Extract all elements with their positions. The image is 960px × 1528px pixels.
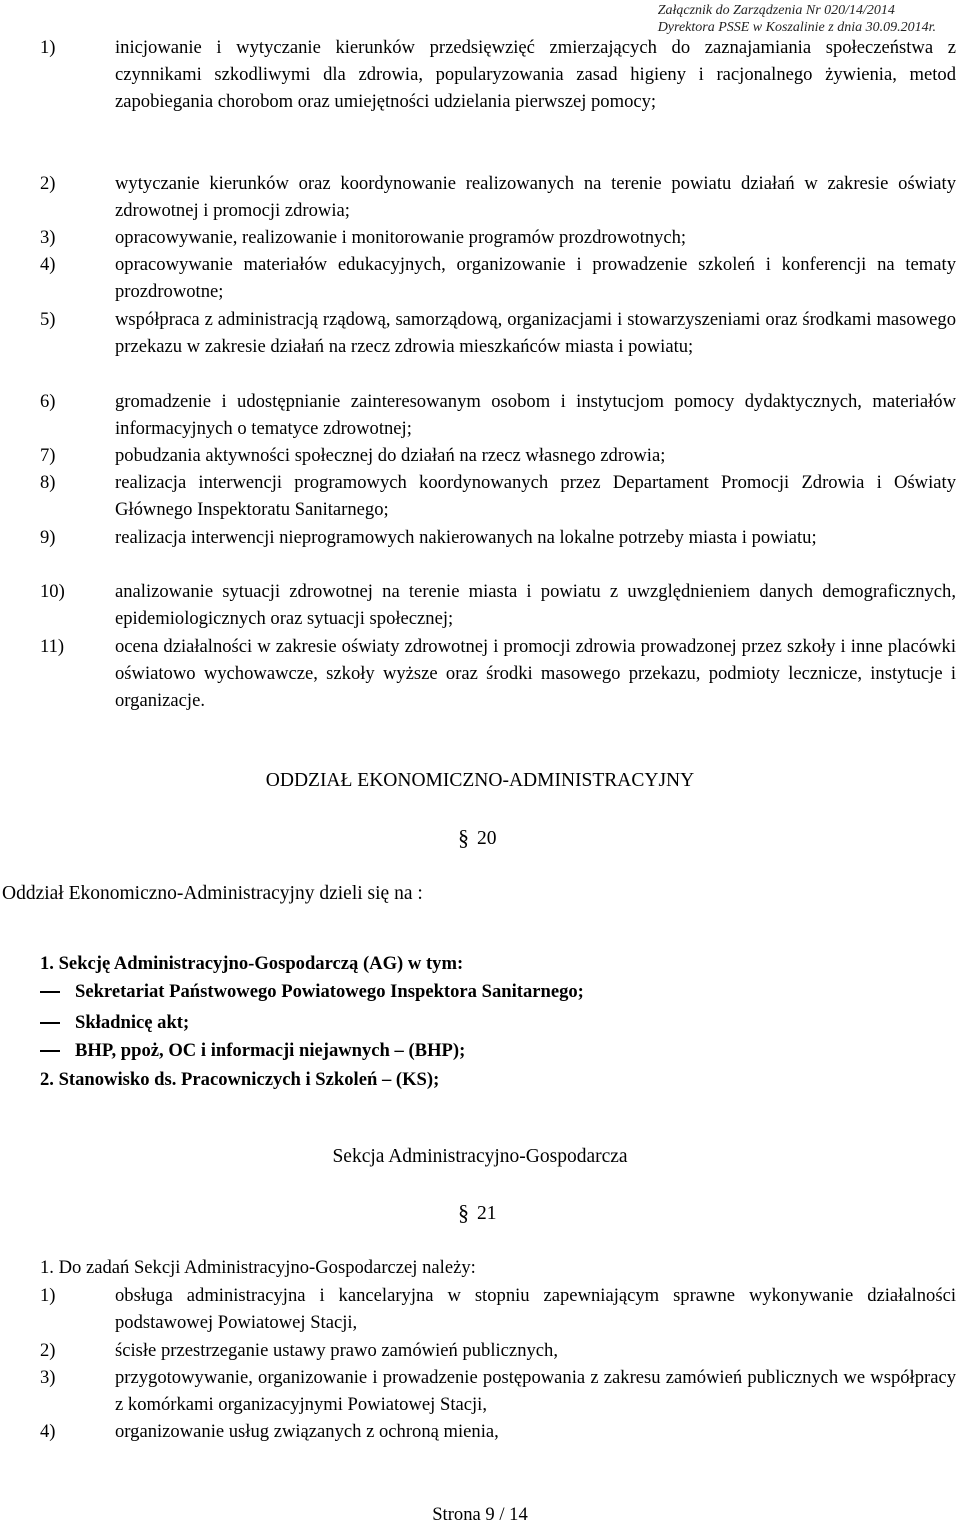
dash-bullet xyxy=(40,1050,60,1052)
list-number: 4) xyxy=(40,1421,56,1442)
list-text: realizacja interwencji nieprogramowych nakierowanych na lokalne potrzeby miasta i powiatu; xyxy=(115,527,817,548)
attachment-header-line1: Załącznik do Zarządzenia Nr 020/14/2014 xyxy=(657,3,895,18)
section-heading: ODDZIAŁ EKONOMICZNO-ADMINISTRACYJNY xyxy=(265,770,695,791)
list-item xyxy=(40,251,956,305)
list-number: 4) xyxy=(40,254,56,275)
paragraph-number xyxy=(458,1200,497,1226)
list-item xyxy=(40,1364,956,1418)
list-text: analizowanie sytuacji zdrowotnej na terenie miasta i powiatu z uwzględnieniem danych demograficznych, epidemiologicznych oraz sytuacji społecznej; xyxy=(115,581,956,630)
division-item: 1. Sekcję Administracyjno-Gospodarczą (AG) w tym: xyxy=(40,953,464,974)
list-text: realizacja interwencji programowych koordynowanych przez Departament Promocji Zdrowia i Oświaty Głównego Inspektoratu Sanitarnego; xyxy=(115,472,956,521)
list-item xyxy=(40,442,956,469)
list-number: 2) xyxy=(40,1340,56,1361)
list-item xyxy=(40,306,956,360)
list-item xyxy=(40,524,956,551)
list-item xyxy=(40,34,956,116)
list-item xyxy=(40,1418,956,1445)
section-sign: § xyxy=(458,1200,469,1225)
division-item: 2. Stanowisko ds. Pracowniczych i Szkoleń – (KS); xyxy=(40,1069,440,1090)
list-text: organizowanie usług związanych z ochroną mienia, xyxy=(115,1421,499,1442)
list-text: opracowywanie materiałów edukacyjnych, organizowanie i prowadzenie szkoleń i konferencji na tematy prozdrowotne; xyxy=(115,254,956,303)
list-number: 2) xyxy=(40,173,56,194)
list-text: obsługa administracyjna i kancelaryjna w stopniu zapewniającym sprawne wykonywanie działalności podstawowej Powiatowej Stacji, xyxy=(115,1285,956,1334)
section-intro: Oddział Ekonomiczno-Administracyjny dzieli się na : xyxy=(2,883,423,904)
list-number: 5) xyxy=(40,309,56,330)
list-text: inicjowanie i wytyczanie kierunków przedsięwzięć zmierzających do zaznajamiania społeczeństwa z czynnikami szkodliwymi dla zdrowia, popularyzowania zasad higieny i racjonalnego żywienia, metod zapobiegania chorobom oraz umiejętności udzielania pierwszej pomocy; xyxy=(115,37,956,113)
list-text: współpraca z administracją rządową, samorządową, organizacjami i stowarzyszeniami oraz środkami masowego przekazu w zakresie działań na rzecz zdrowia mieszkańców miasta i powiatu; xyxy=(115,309,956,358)
list-text: gromadzenie i udostępnianie zainteresowanym osobom i instytucjom pomocy dydaktycznych, materiałów informacyjnych o tematyce zdrowotnej; xyxy=(115,391,956,440)
list-item xyxy=(40,633,956,715)
section-intro: 1. Do zadań Sekcji Administracyjno-Gospodarczej należy: xyxy=(40,1257,476,1278)
list-item xyxy=(40,469,956,523)
list-text: pobudzania aktywności społecznej do działań na rzecz własnego zdrowia; xyxy=(115,445,666,466)
list-number: 6) xyxy=(40,391,56,412)
sub-item xyxy=(75,1037,465,1064)
sub-item xyxy=(75,978,584,1005)
list-item xyxy=(40,1282,956,1336)
list-text: przygotowywanie, organizowanie i prowadzenie postępowania z zakresu zamówień publicznych we współpracy z komórkami organizacyjnymi Powiatowej Stacji, xyxy=(115,1367,956,1416)
sub-item-text: BHP, ppoż, OC i informacji niejawnych – (BHP); xyxy=(75,1040,466,1061)
list-item xyxy=(40,578,956,632)
attachment-header-line2: Dyrektora PSSE w Koszalinie z dnia 30.09.2014r. xyxy=(657,20,936,35)
list-item xyxy=(40,1337,956,1364)
list-number: 1) xyxy=(40,1285,56,1306)
list-text: wytyczanie kierunków oraz koordynowanie realizowanych na terenie powiatu działań w zakresie oświaty zdrowotnej i promocji zdrowia; xyxy=(115,173,956,222)
list-text: ocena działalności w zakresie oświaty zdrowotnej i promocji zdrowia prowadzonej przez szkoły i inne placówki oświatowo wychowawcze, szkoły wyższe oraz środki masowego przekazu, podmioty lecznicze, instytucje i organizacje. xyxy=(115,636,956,712)
list-number: 7) xyxy=(40,445,56,466)
list-text: opracowywanie, realizowanie i monitorowanie programów prozdrowotnych; xyxy=(115,227,687,248)
sub-item xyxy=(75,1009,189,1036)
list-number: 3) xyxy=(40,227,56,248)
list-item xyxy=(40,170,956,224)
dash-bullet xyxy=(40,991,60,993)
list-number: 1) xyxy=(40,37,56,58)
page-number: Strona 9 / 14 xyxy=(432,1504,528,1525)
paragraph-value: 20 xyxy=(477,828,497,849)
section-heading: Sekcja Administracyjno-Gospodarcza xyxy=(332,1146,628,1167)
attachment-header xyxy=(658,2,936,36)
list-number: 9) xyxy=(40,527,56,548)
paragraph-number xyxy=(458,825,497,851)
list-number: 11) xyxy=(40,636,65,657)
paragraph-value: 21 xyxy=(477,1203,497,1224)
sub-item-text: Składnicę akt; xyxy=(75,1012,190,1033)
list-text: ścisłe przestrzeganie ustawy prawo zamówień publicznych, xyxy=(115,1340,558,1361)
list-item xyxy=(40,224,956,251)
dash-bullet xyxy=(40,1022,60,1024)
list-number: 10) xyxy=(40,581,65,602)
list-number: 8) xyxy=(40,472,56,493)
section-sign: § xyxy=(458,825,469,850)
list-item xyxy=(40,388,956,442)
sub-item-text: Sekretariat Państwowego Powiatowego Inspektora Sanitarnego; xyxy=(75,981,584,1002)
list-number: 3) xyxy=(40,1367,56,1388)
